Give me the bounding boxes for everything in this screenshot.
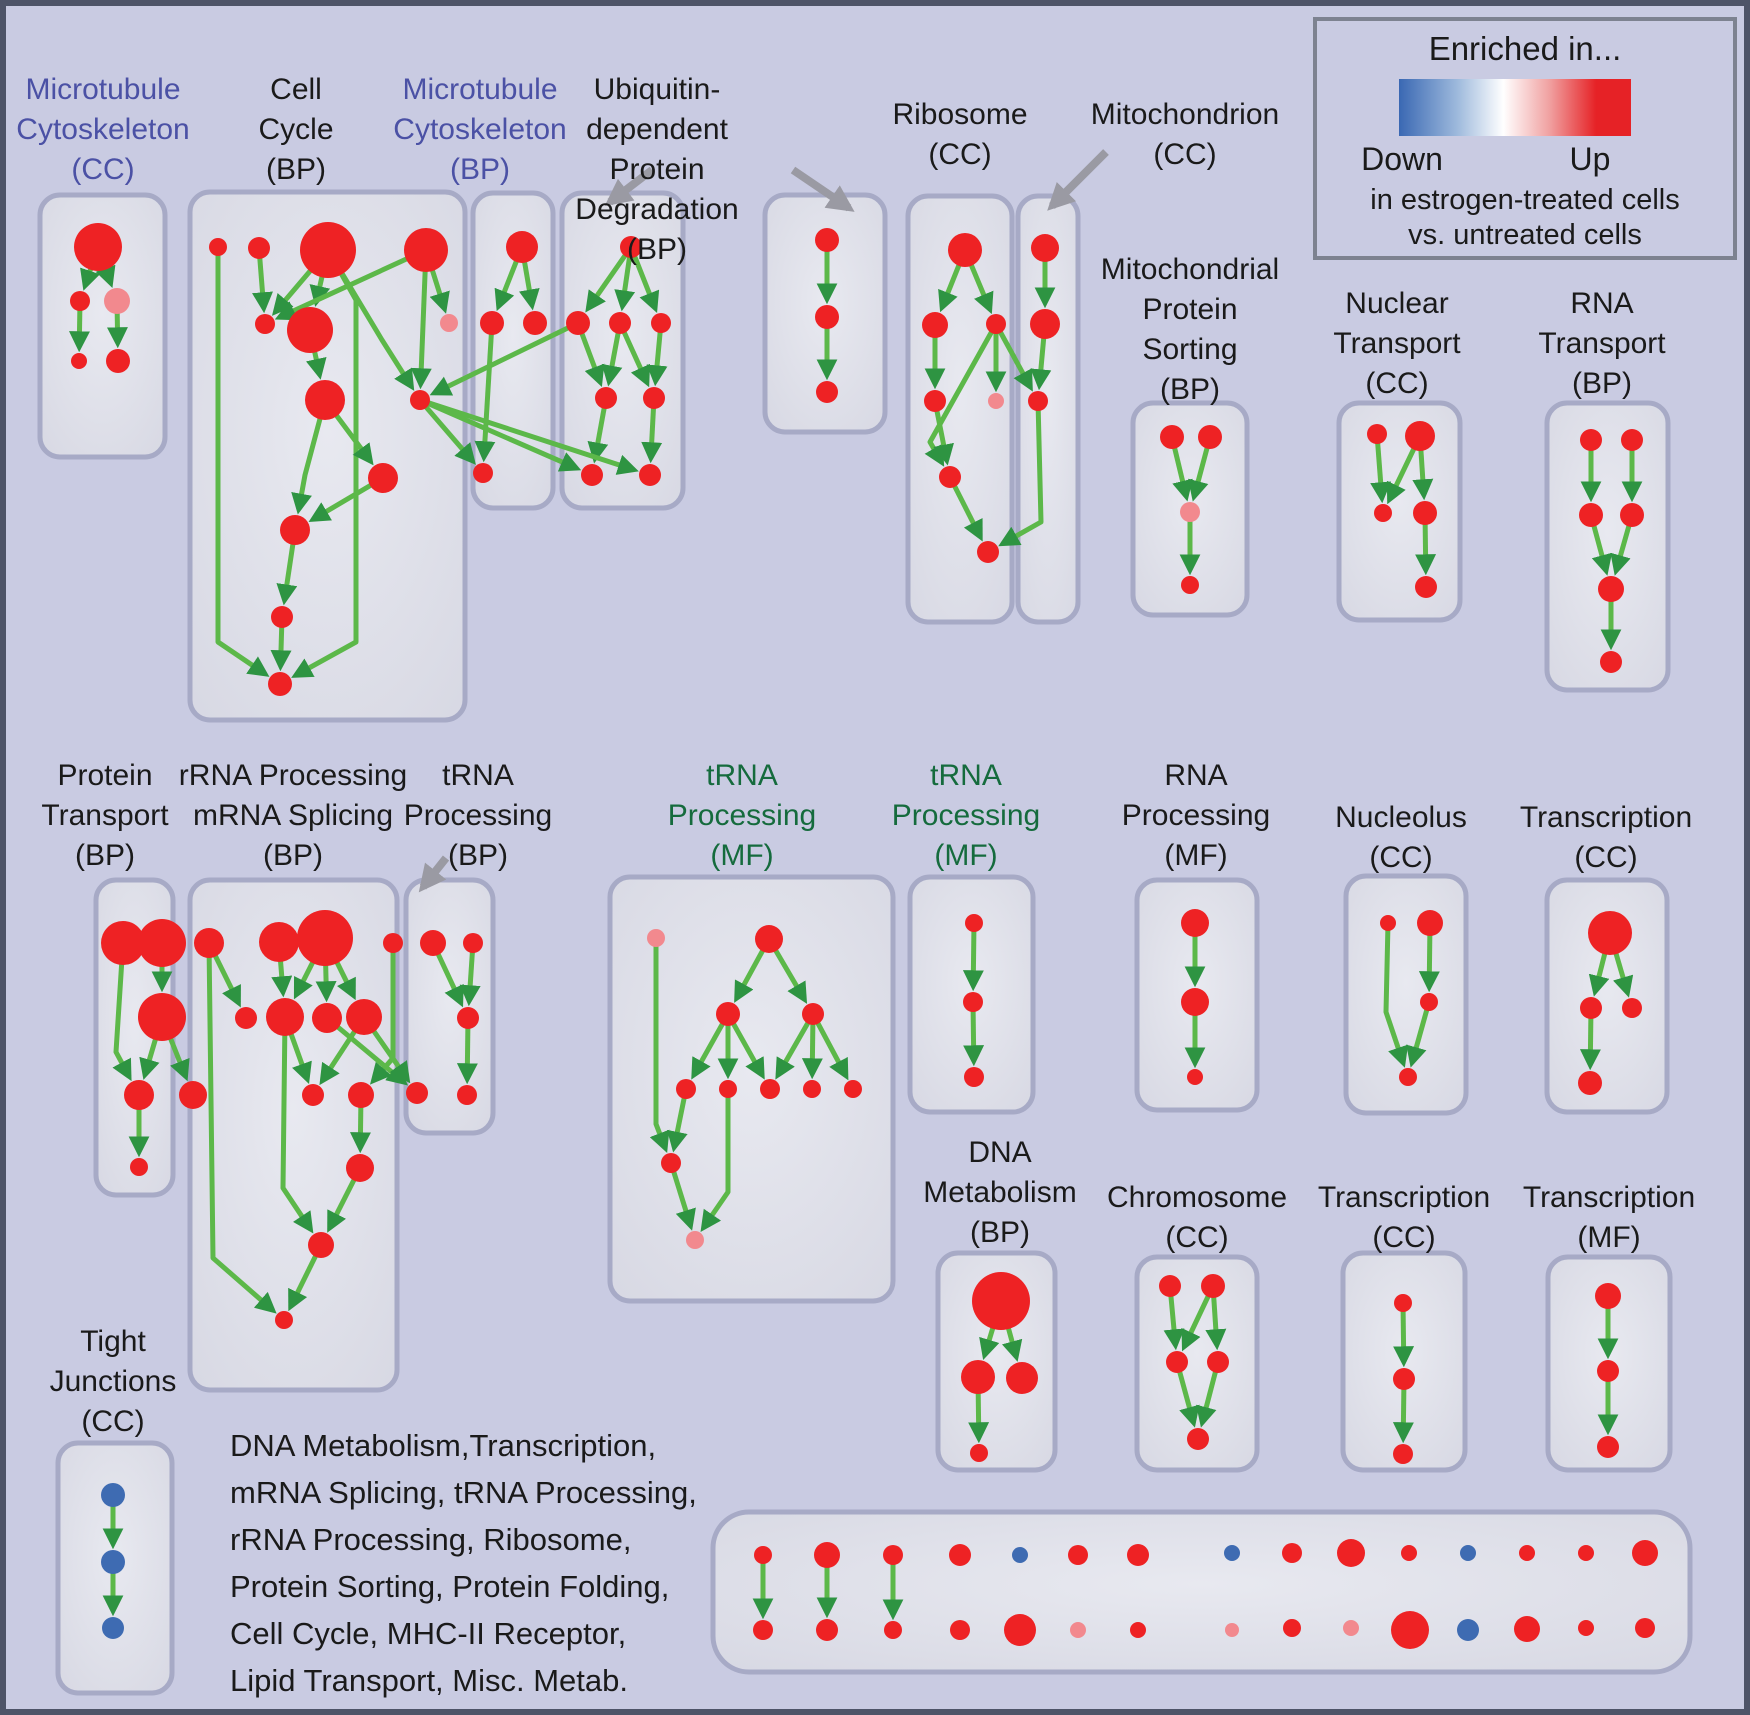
go-term-node-blue (1224, 1545, 1240, 1561)
go-term-node-red (883, 1545, 903, 1565)
go-term-node-red (755, 925, 783, 953)
go-term-node-red (1588, 911, 1632, 955)
go-term-node-red (1393, 1444, 1413, 1464)
go-term-node-red (287, 307, 333, 353)
go-term-node-red (1187, 1428, 1209, 1450)
go-term-node-red (964, 1067, 984, 1087)
go-term-node-red (280, 515, 310, 545)
go-term-node-red (639, 464, 661, 486)
go-term-node-red (595, 387, 617, 409)
cluster-label-line: Tight (80, 1325, 146, 1358)
cluster-label-line: DNA (968, 1136, 1032, 1169)
cluster-label-line: Mitochondrial (1100, 253, 1280, 286)
go-term-node-red (1337, 1539, 1365, 1567)
go-term-node-red (1580, 429, 1602, 451)
cluster-label-line: Junctions (49, 1365, 177, 1398)
go-term-node-red (463, 933, 483, 953)
go-term-node-red (368, 463, 398, 493)
go-term-node-red (1181, 909, 1209, 937)
go-term-node-red (1417, 910, 1443, 936)
go-term-node-red (1068, 1545, 1088, 1565)
legend-subtitle-2: vs. untreated cells (1408, 219, 1642, 251)
legend-title: Enriched in... (1428, 30, 1622, 67)
go-term-node-red (753, 1620, 773, 1640)
go-term-node-pink (1180, 502, 1200, 522)
go-term-node-red (308, 1232, 334, 1258)
go-term-node-red (457, 1085, 477, 1105)
cluster-label-line: (MF) (1577, 1221, 1641, 1254)
go-term-node-red (1622, 998, 1642, 1018)
cluster-label-nuclear-transport (1333, 284, 1460, 404)
note-line: DNA Metabolism,Transcription, (230, 1428, 657, 1463)
cluster-label-rrna (179, 756, 407, 876)
go-term-node-blue (1457, 1619, 1479, 1641)
go-term-node-blue (1460, 1545, 1476, 1561)
go-term-node-red (986, 314, 1006, 334)
go-term-node-red (961, 1360, 995, 1394)
go-term-node-red (1283, 1619, 1301, 1637)
cluster-label-ribosome (892, 95, 1027, 175)
go-term-node-red (1598, 576, 1624, 602)
go-term-node-blue (1012, 1547, 1028, 1563)
note-line: Lipid Transport, Misc. Metab. (230, 1663, 628, 1698)
go-term-node-red (348, 1082, 374, 1108)
cluster-label-line: Mitochondrion (1090, 98, 1280, 131)
cluster-label-line: mRNA Splicing (192, 799, 394, 832)
misc-clusters-note (230, 1422, 697, 1704)
cluster-label-line: (MF) (934, 839, 998, 872)
go-term-node-red (1393, 1368, 1415, 1390)
go-term-node-red (1394, 1294, 1412, 1312)
go-term-node-red (1198, 425, 1222, 449)
cluster-label-line: rRNA Processing (178, 759, 408, 792)
go-term-node-red (1391, 1611, 1429, 1649)
go-term-node-red (300, 222, 356, 278)
go-term-node-blue (102, 1617, 124, 1639)
go-term-node-red (1579, 503, 1603, 527)
cluster-label-line: (CC) (71, 153, 135, 186)
go-term-node-red (1207, 1351, 1229, 1373)
go-term-node-pink (686, 1231, 704, 1249)
cluster-label-mitochondrion (1091, 95, 1279, 175)
go-term-node-red (457, 1007, 479, 1029)
go-term-node-red (609, 312, 631, 334)
cluster-box-nuclear-transport (1339, 403, 1460, 620)
go-term-node-red (1181, 988, 1209, 1016)
cluster-label-transcription-cc-b (1318, 1178, 1490, 1258)
cluster-label-mt-bp (393, 70, 566, 190)
legend-subtitle-1: in estrogen-treated cells (1370, 184, 1680, 216)
cluster-label-line: (BP) (1571, 367, 1632, 400)
cluster-label-line: Degradation (575, 193, 739, 226)
legend-up-label: Up (1569, 141, 1611, 177)
go-term-node-red (473, 463, 493, 483)
cluster-label-line: tRNA (442, 759, 514, 792)
go-term-node-red (661, 1153, 681, 1173)
go-term-node-red (1160, 425, 1184, 449)
cluster-label-line: Transport (1333, 327, 1461, 360)
note-line: Cell Cycle, MHC-II Receptor, (230, 1616, 627, 1651)
go-term-node-blue (101, 1550, 125, 1574)
go-term-node-red (235, 1007, 257, 1029)
go-term-node-red (420, 930, 446, 956)
go-term-node-red (506, 231, 538, 263)
go-term-node-red (266, 998, 304, 1036)
go-term-node-red (1201, 1274, 1225, 1298)
cluster-label-line: Cycle (258, 113, 334, 146)
go-term-node-red (1187, 1069, 1203, 1085)
cluster-label-trna-mf-big (668, 756, 816, 876)
go-term-node-red (1580, 997, 1602, 1019)
cluster-label-line: tRNA (706, 759, 778, 792)
cluster-label-line: Processing (1121, 799, 1271, 832)
cluster-label-line: (CC) (928, 138, 992, 171)
go-term-node-red (312, 1003, 342, 1033)
go-term-node-red (1595, 1283, 1621, 1309)
go-term-node-red (1030, 309, 1060, 339)
note-line: rRNA Processing, Ribosome, (230, 1522, 632, 1557)
go-term-node-red (948, 233, 982, 267)
go-term-node-red (977, 541, 999, 563)
go-term-node-red (816, 381, 838, 403)
go-term-node-red (1166, 1351, 1188, 1373)
cluster-box-rrna (190, 880, 397, 1390)
cluster-label-line: Transport (41, 799, 169, 832)
cluster-label-line: Chromosome (1106, 1181, 1288, 1214)
go-term-node-red (179, 1081, 207, 1109)
go-term-node-red (566, 311, 590, 335)
go-term-node-red (194, 928, 224, 958)
cluster-label-line: Ribosome (892, 98, 1028, 131)
go-term-node-red (754, 1546, 772, 1564)
cluster-box-rna-transport (1547, 403, 1668, 690)
go-term-node-red (1130, 1622, 1146, 1638)
cluster-label-tight-junctions (50, 1322, 177, 1442)
cluster-box-misc (713, 1512, 1690, 1672)
go-term-node-pink (647, 929, 665, 947)
cluster-label-transcription-mf (1523, 1178, 1695, 1258)
cluster-label-line: Protein (57, 759, 153, 792)
go-term-node-red (719, 1080, 737, 1098)
go-term-node-red (1597, 1360, 1619, 1382)
go-term-node-red (950, 1620, 970, 1640)
go-term-node-red (383, 933, 403, 953)
go-term-node-red (305, 380, 345, 420)
cluster-label-line: (CC) (1574, 841, 1638, 874)
go-term-node-red (1420, 993, 1438, 1011)
go-term-node-red (972, 1272, 1030, 1330)
cluster-label-line: (BP) (450, 153, 510, 186)
go-term-node-red (1578, 1545, 1594, 1561)
cluster-label-rna-transport (1538, 284, 1665, 404)
go-term-node-red (965, 914, 983, 932)
go-term-node-red (1028, 391, 1048, 411)
cluster-label-line: Metabolism (923, 1176, 1077, 1209)
go-term-node-red (74, 223, 122, 271)
cluster-label-mito-sort (1101, 250, 1279, 410)
legend-box (1313, 17, 1737, 260)
go-term-node-red (884, 1621, 902, 1639)
cluster-label-line: Cell (270, 73, 322, 106)
go-term-node-red (259, 922, 299, 962)
cluster-label-line: Nuclear (1345, 287, 1449, 320)
go-term-node-red (1620, 503, 1644, 527)
go-term-node-red (963, 992, 983, 1012)
cluster-label-line: Ubiquitin- (593, 73, 721, 106)
go-term-node-red (1401, 1545, 1417, 1561)
go-term-node-red (1405, 421, 1435, 451)
go-term-node-red (297, 910, 353, 966)
cluster-label-nucleolus (1335, 798, 1467, 878)
go-term-node-red (816, 1619, 838, 1641)
go-term-node-red (480, 311, 504, 335)
go-term-node-red (523, 311, 547, 335)
go-term-node-red (1514, 1616, 1540, 1642)
go-term-node-red (1367, 424, 1387, 444)
go-term-node-red (106, 349, 130, 373)
go-term-node-red (1399, 1068, 1417, 1086)
cluster-label-line: (CC) (1372, 1221, 1436, 1254)
go-term-node-red (138, 993, 186, 1041)
go-term-node-red (844, 1080, 862, 1098)
cluster-label-transcription-cc-a (1520, 798, 1692, 878)
go-term-node-red (1597, 1436, 1619, 1458)
go-term-node-red (302, 1084, 324, 1106)
cluster-label-line: Transcription (1522, 1181, 1696, 1214)
go-term-node-pink (988, 393, 1004, 409)
cluster-label-line: (MF) (1164, 839, 1228, 872)
go-term-node-red (1282, 1543, 1302, 1563)
cluster-label-line: (CC) (1365, 367, 1429, 400)
go-term-node-red (815, 228, 839, 252)
go-term-node-red (346, 1154, 374, 1182)
go-term-node-red (643, 387, 665, 409)
cluster-label-line: Microtubule (402, 73, 558, 106)
cluster-label-line: (BP) (1159, 373, 1220, 406)
cluster-label-line: Processing (667, 799, 817, 832)
go-term-node-pink (104, 288, 130, 314)
go-term-node-red (1415, 576, 1437, 598)
go-term-node-red (815, 305, 839, 329)
go-term-node-red (1635, 1618, 1655, 1638)
go-term-node-red (651, 313, 671, 333)
cluster-label-line: (BP) (262, 839, 323, 872)
go-term-node-red (124, 1080, 154, 1110)
cluster-label-trna-bp (404, 756, 552, 876)
go-term-node-red (1181, 576, 1199, 594)
go-term-node-red (255, 314, 275, 334)
go-term-node-red (1413, 501, 1437, 525)
go-term-node-blue (101, 1483, 125, 1507)
cluster-label-protein-transport (41, 756, 168, 876)
go-term-node-red (760, 1079, 780, 1099)
legend-down-label: Down (1361, 141, 1443, 177)
go-term-node-red (1632, 1540, 1658, 1566)
cluster-label-line: (BP) (626, 233, 687, 266)
cluster-label-line: Microtubule (25, 73, 181, 106)
cluster-label-rna-proc-mf (1122, 756, 1270, 876)
cluster-label-line: (BP) (448, 839, 508, 872)
cluster-label-line: Processing (891, 799, 1041, 832)
go-term-node-red (410, 390, 430, 410)
go-term-node-red (1127, 1544, 1149, 1566)
cluster-label-line: Transport (1538, 327, 1666, 360)
cluster-label-line: (BP) (265, 153, 326, 186)
go-term-node-red (676, 1079, 696, 1099)
cluster-label-line: (CC) (1153, 138, 1217, 171)
go-term-node-red (271, 606, 293, 628)
cluster-label-line: Sorting (1142, 333, 1238, 366)
go-term-node-red (209, 238, 227, 256)
cluster-label-line: Protein (609, 153, 705, 186)
go-term-node-red (922, 312, 948, 338)
go-term-node-red (1519, 1545, 1535, 1561)
cluster-label-trna-mf-small (892, 756, 1040, 876)
go-term-node-red (1578, 1620, 1594, 1636)
go-term-node-pink (440, 314, 458, 332)
go-term-node-pink (1070, 1622, 1086, 1638)
cluster-label-line: (CC) (1369, 841, 1433, 874)
legend-gradient-bar (1399, 79, 1631, 136)
go-term-node-red (803, 1080, 821, 1098)
cluster-label-line: Protein (1142, 293, 1238, 326)
go-term-node-red (406, 1082, 428, 1104)
cluster-label-line: (MF) (710, 839, 774, 872)
cluster-label-dna-metabolism (923, 1133, 1076, 1253)
cluster-label-line: RNA (1164, 759, 1228, 792)
go-term-node-red (1374, 504, 1392, 522)
cluster-label-chromosome (1107, 1178, 1287, 1258)
cluster-label-cell-cycle (258, 70, 333, 190)
cluster-label-line: Cytoskeleton (393, 113, 567, 146)
go-term-node-red (1380, 915, 1396, 931)
go-term-node-red (814, 1542, 840, 1568)
go-term-node-pink (1225, 1623, 1239, 1637)
cluster-label-line: (BP) (74, 839, 135, 872)
note-line: Protein Sorting, Protein Folding, (230, 1569, 670, 1604)
cluster-label-line: Cytoskeleton (16, 113, 190, 146)
go-term-node-red (1578, 1071, 1602, 1095)
go-term-node-red (1159, 1275, 1181, 1297)
cluster-label-line: dependent (586, 113, 728, 146)
go-term-node-red (138, 919, 186, 967)
go-term-node-red (716, 1002, 740, 1026)
go-term-node-red (924, 390, 946, 412)
go-term-node-red (268, 672, 292, 696)
go-term-node-red (130, 1158, 148, 1176)
go-term-node-red (1600, 651, 1622, 673)
go-term-node-red (248, 237, 270, 259)
go-term-node-red (802, 1003, 824, 1025)
cluster-label-line: tRNA (930, 759, 1002, 792)
go-term-node-red (70, 291, 90, 311)
go-term-node-red (1621, 429, 1643, 451)
cluster-label-line: Nucleolus (1335, 801, 1467, 834)
go-term-node-red (1031, 234, 1059, 262)
go-term-node-red (1006, 1362, 1038, 1394)
go-term-node-pink (1343, 1620, 1359, 1636)
go-term-node-red (404, 228, 448, 272)
note-line: mRNA Splicing, tRNA Processing, (230, 1475, 697, 1510)
cluster-label-ubiq-left (575, 70, 738, 270)
go-term-node-red (581, 464, 603, 486)
cluster-label-line: (CC) (81, 1405, 145, 1438)
go-term-node-red (970, 1444, 988, 1462)
go-term-node-red (949, 1544, 971, 1566)
edge-arrow (973, 923, 974, 986)
cluster-label-line: Processing (403, 799, 553, 832)
cluster-label-line: (CC) (1165, 1221, 1229, 1254)
cluster-label-line: Transcription (1317, 1181, 1491, 1214)
go-term-node-red (71, 353, 87, 369)
cluster-label-line: (BP) (969, 1216, 1030, 1249)
cluster-label-line: Transcription (1519, 801, 1693, 834)
go-term-node-red (939, 466, 961, 488)
cluster-label-line: RNA (1570, 287, 1634, 320)
cluster-label-mt-cc (16, 70, 189, 190)
go-term-node-red (275, 1311, 293, 1329)
go-term-node-red (346, 999, 382, 1035)
go-term-node-red (1004, 1614, 1036, 1646)
